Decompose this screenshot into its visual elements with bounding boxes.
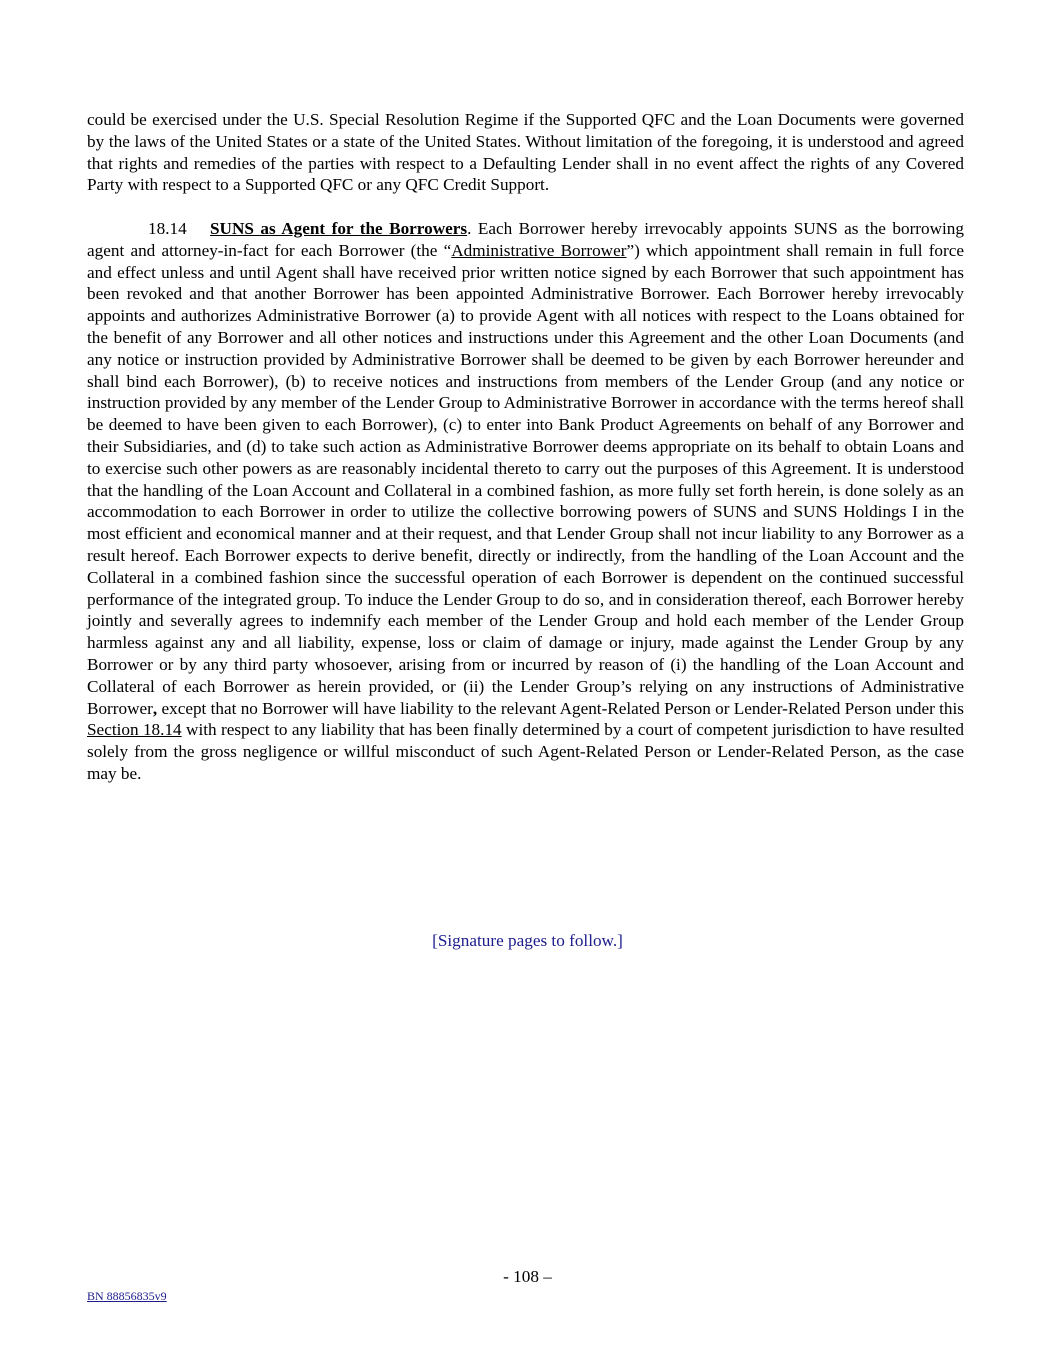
section-text-part-1: . Each Borrower hereby irrevocably appoints SUNS as the borrowing agent and attorney-in-fact for each Borrower (the “ [87,219,964,260]
bold-comma: , [152,698,158,718]
section-18-14-paragraph [87,218,964,785]
section-text-part-3: except that no Borrower will have liability to the relevant Agent-Related Person or Lender-Related Person under this [157,698,964,718]
page-number: - 108 – [503,1267,552,1286]
section-text-part-2: ”) which appointment shall remain in full force and effect unless and until Agent shall have received prior written notice signed by each Borrower that such appointment has been revoked and that another Borrower has been appointed Administrative Borrower. Each Borrower hereby irrevocably appoints and authorizes Administrative Borrower (a) to provide Agent with all notices with respect to the Loans obtained for the benefit of any Borrower and all other notices and instructions under this Agreement and the other Loan Documents (and any notice or instruction provided by Administrative Borrower shall be deemed to be given by each Borrower hereunder and shall bind each Borrower), (b) to receive notices and instructions from members of the Lender Group (and any notice or instruction provided by any member of the Lender Group to Administrative Borrower in accordance with the terms hereof shall be deemed to have been given to each Borrower), (c) to enter into Bank Product Agreements on behalf of any Borrower and their Subsidiaries, and (d) to take such action as Administrative Borrower deems appropriate on its behalf to obtain Loans and to exercise such other powers as are reasonably incidental thereto to carry out the purposes of this Agreement. It is understood that the handling of the Loan Account and Collateral in a combined fashion, as more fully set forth herein, is done solely as an accommodation to each Borrower in order to utilize the collective borrowing powers of SUNS and SUNS Holdings I in the most efficient and economical manner and at their request, and that Lender Group shall not incur liability to any Borrower as a result hereof. Each Borrower expects to derive benefit, directly or indirectly, from the handling of the Loan Account and the Collateral in a combined fashion since the successful operation of each Borrower is dependent on the continued successful performance of the integrated group. To induce the Lender Group to do so, and in consideration thereof, each Borrower hereby jointly and severally agrees to indemnify each member of the Lender Group and hold each member of the Lender Group harmless against any and all liability, expense, loss or claim of damage or injury, made against the Lender Group by any Borrower or by any third party whosoever, arising from or incurred by reason of (i) the handling of the Loan Account and Collateral of each Borrower as herein provided, or (ii) the Lender Group’s relying on any instructions of Administrative Borrower [87,240,964,718]
document-id-footer: BN 88856835v9 [87,1289,167,1303]
defined-term-administrative-borrower: Administrative Borrower [451,240,627,260]
section-text-part-4: with respect to any liability that has been finally determined by a court of competent jurisdiction to have resulted solely from the gross negligence or willful misconduct of such Agent-Related Person or Lender-Related Person, as the case may be. [87,720,964,783]
section-number: 18.14 [148,219,187,238]
continued-paragraph: could be exercised under the U.S. Special Resolution Regime if the Supported QFC and the Loan Documents were governed by the laws of the United States or a state of the United States. Without limitation of the foregoing, it is understood and agreed that rights and remedies of the parties with respect to a Defaulting Lender shall in no event affect the rights of any Covered Party with respect to a Supported QFC or any QFC Credit Support. [87,110,964,195]
section-cross-reference: Section 18.14 [87,720,182,740]
signature-pages-note: [Signature pages to follow.] [432,931,623,950]
section-heading: SUNS as Agent for the Borrowers [210,219,468,238]
